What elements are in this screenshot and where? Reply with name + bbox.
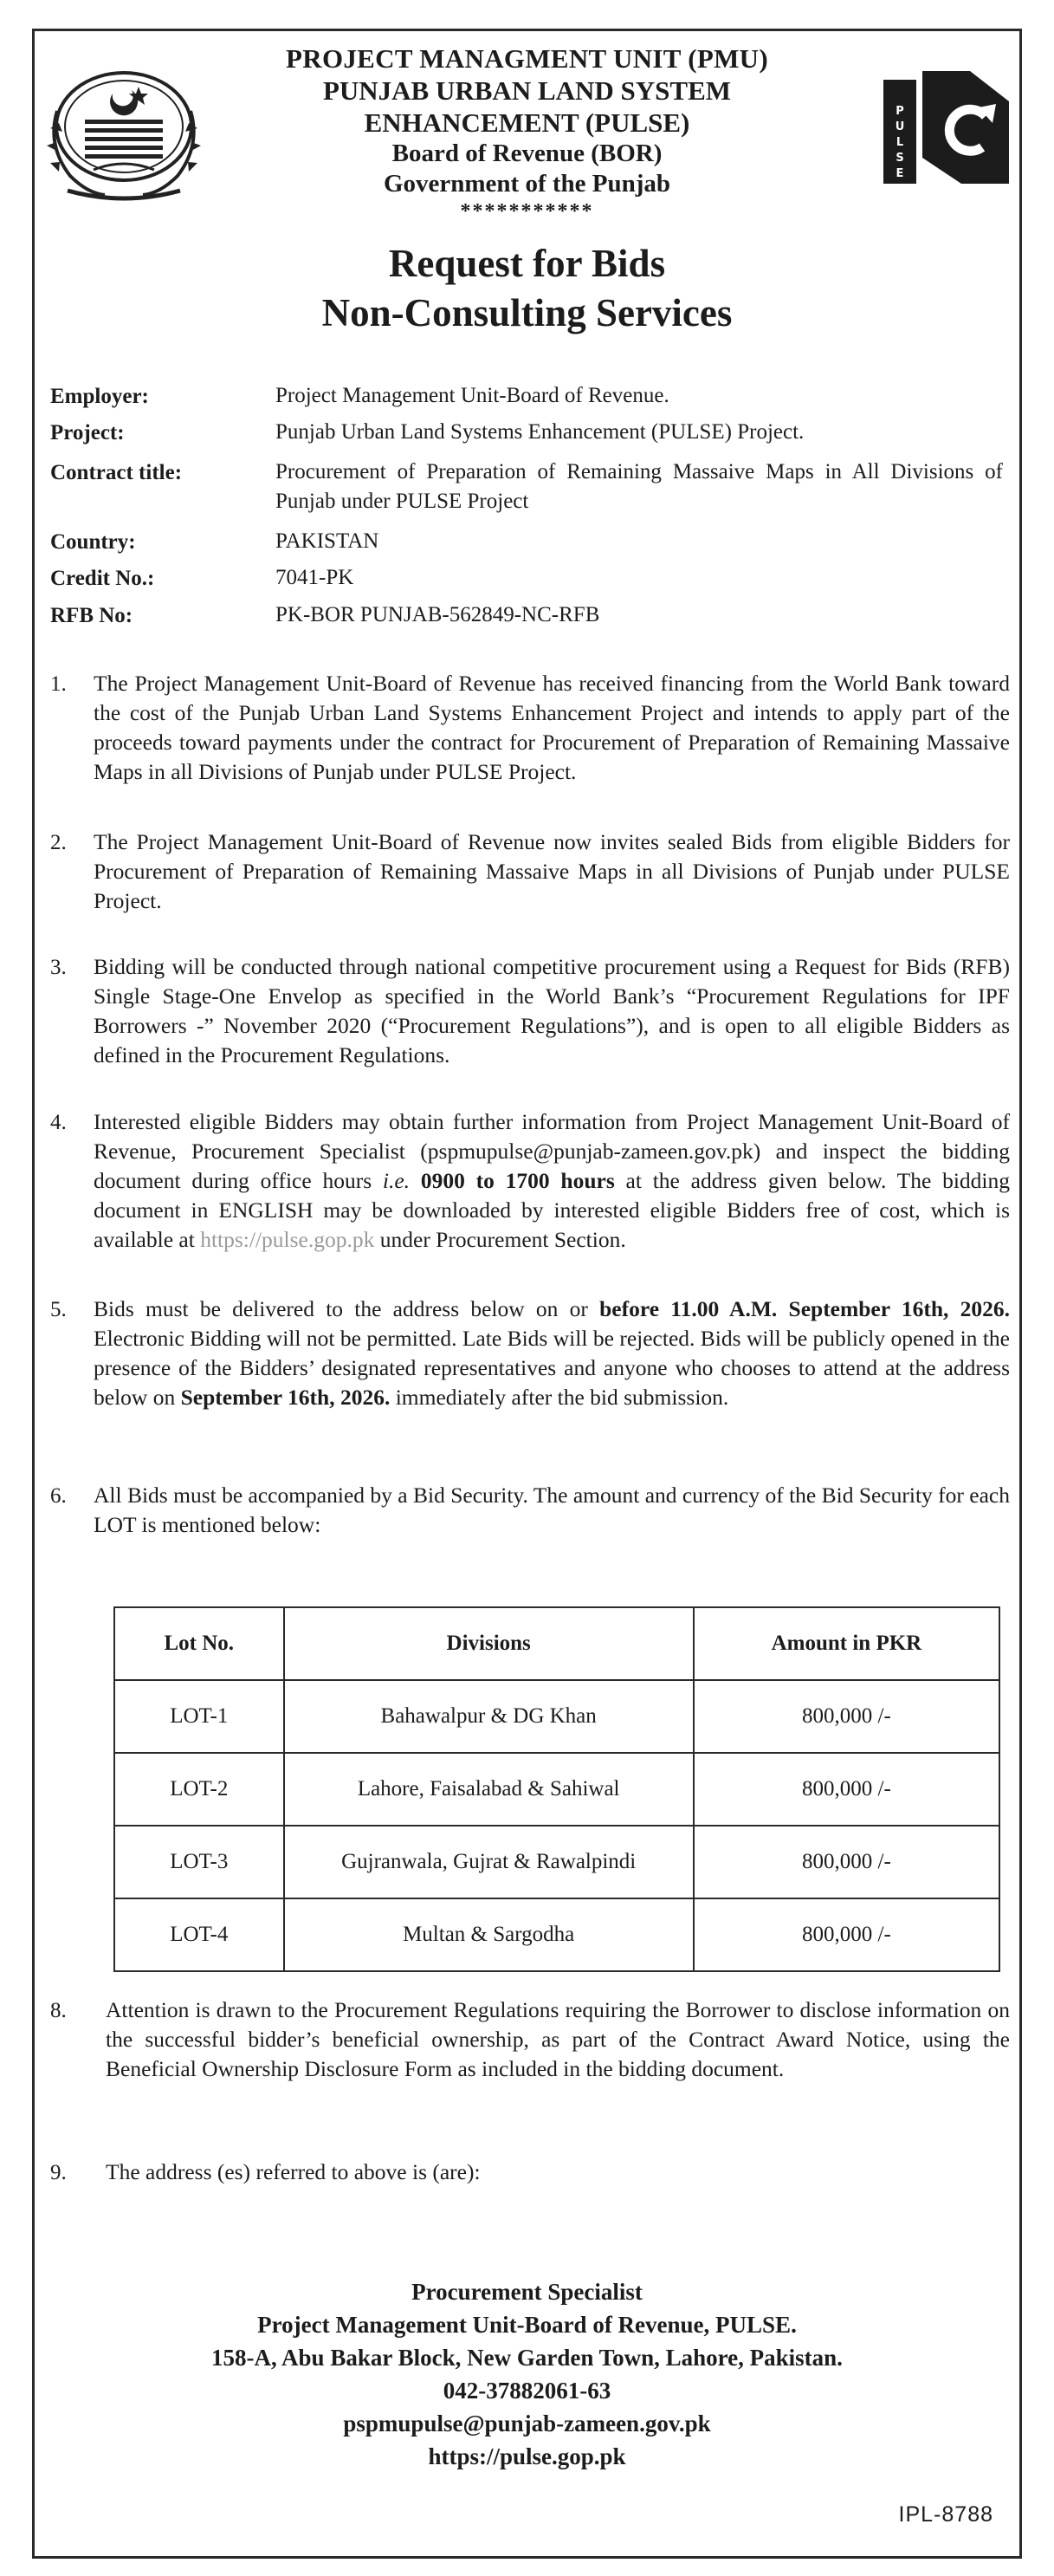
opening-date: September 16th, 2026.	[180, 1385, 391, 1410]
svg-text:U: U	[895, 120, 905, 133]
contact-email[interactable]: pspmupulse@punjab-zameen.gov.pk	[343, 2411, 711, 2436]
contact-website[interactable]: https://pulse.gop.pk	[428, 2443, 626, 2469]
para-4-text	[94, 1107, 1010, 1255]
para-5-text	[94, 1294, 1010, 1412]
contact-role: Procurement Specialist	[411, 2279, 643, 2305]
header-line-bor: Board of Revenue (BOR)	[391, 140, 663, 167]
table-header-row	[114, 1607, 999, 1680]
divisions-cell: Multan & Sargodha	[284, 1898, 694, 1971]
rfb-no-label: RFB No:	[50, 604, 133, 627]
para-4-part-c: under Procurement Section.	[374, 1227, 626, 1252]
submission-deadline: before 11.00 A.M. September 16th, 2026.	[599, 1296, 1010, 1321]
contact-phone: 042-37882061-63	[443, 2378, 611, 2404]
contact-org: Project Management Unit-Board of Revenue, PULSE.	[257, 2312, 797, 2338]
table-row	[114, 1826, 999, 1898]
para-6-number: 6.	[50, 1484, 67, 1508]
para-4-number: 4.	[50, 1111, 67, 1134]
para-8-number: 8.	[50, 1999, 67, 2022]
header-stars: ***********	[460, 200, 594, 223]
header-amount: Amount in PKR	[694, 1607, 999, 1680]
table-row	[114, 1898, 999, 1971]
lot-cell: LOT-4	[114, 1898, 284, 1971]
para-9-number: 9.	[50, 2161, 67, 2184]
svg-text:S: S	[896, 152, 904, 165]
lot-cell: LOT-1	[114, 1680, 284, 1753]
header-line-pmu: PROJECT MANAGMENT UNIT (PMU)	[286, 43, 768, 74]
amount-cell: 800,000 /-	[694, 1753, 999, 1826]
para-4-part-a: Interested eligible Bidders may obtain further information from Project Management Unit-Board of Revenue, Procurement Specialist (pspmupulse@punjab-zameen.gov.pk) and inspect the bidding document during office hours	[94, 1109, 1010, 1193]
para-6-text: All Bids must be accompanied by a Bid Security. The amount and currency of the Bid Security for each LOT is mentioned below:	[94, 1483, 1010, 1537]
para-3-number: 3.	[50, 956, 67, 979]
para-8-text: Attention is drawn to the Procurement Regulations requiring the Borrower to disclose information on the successful bidder’s beneficial ownership, as part of the Contract Award Notice, using the Beneficial Ownership Disclosure Form as included in the bidding document.	[106, 1997, 1010, 2081]
divisions-cell: Gujranwala, Gujrat & Rawalpindi	[284, 1826, 694, 1898]
para-5-part-a: Bids must be delivered to the address below on or	[94, 1296, 600, 1321]
para-9-text: The address (es) referred to above is (are):	[106, 2159, 481, 2184]
country-value: PAKISTAN	[275, 529, 379, 553]
para-2-number: 2.	[50, 831, 67, 854]
page-title: Request for Bids	[388, 242, 666, 285]
contract-title-value: Procurement of Preparation of Remaining Massaive Maps in All Divisions of Punjab under PULSE Project	[275, 460, 1003, 513]
office-hours: 0900 to 1700 hours	[420, 1168, 615, 1193]
lot-cell: LOT-3	[114, 1826, 284, 1898]
amount-cell: 800,000 /-	[694, 1898, 999, 1971]
ipl-reference: IPL-8788	[898, 2502, 993, 2527]
svg-text:L: L	[896, 136, 904, 149]
contract-title-label: Contract title:	[50, 461, 183, 484]
employer-label: Employer:	[50, 385, 149, 408]
rfb-no-value: PK-BOR PUNJAB-562849-NC-RFB	[275, 603, 600, 626]
svg-text:P: P	[896, 105, 904, 118]
employer-value: Project Management Unit-Board of Revenue.	[275, 384, 669, 407]
header-line-pulse-1: PUNJAB URBAN LAND SYSTEM	[322, 75, 732, 106]
para-5-part-c: immediately after the bid submission.	[390, 1385, 729, 1410]
download-link[interactable]: https://pulse.gop.pk	[200, 1227, 375, 1252]
para-1-number: 1.	[50, 672, 67, 696]
page-subtitle: Non-Consulting Services	[321, 291, 733, 334]
amount-cell: 800,000 /-	[694, 1680, 999, 1753]
para-4-part-b: at the address given below. The bidding document in ENGLISH may be downloaded by interested eligible Bidders free of cost, which is available at	[94, 1168, 1010, 1252]
credit-no-label: Credit No.:	[50, 567, 155, 590]
bid-security-table	[113, 1606, 1000, 1972]
contact-address: 158-A, Abu Bakar Block, New Garden Town, Lahore, Pakistan.	[211, 2345, 843, 2371]
lot-cell: LOT-2	[114, 1753, 284, 1826]
para-1-text: The Project Management Unit-Board of Revenue has received financing from the World Bank toward the cost of the Punjab Urban Land Systems Enhancement Project and intends to apply part of the proceeds toward payments under the contract for Procurement of Preparation of Remaining Massaive Maps in all Divisions of Punjab under PULSE Project.	[94, 671, 1010, 784]
para-4-ie: i.e.	[382, 1168, 411, 1193]
project-label: Project:	[50, 421, 125, 444]
amount-cell: 800,000 /-	[694, 1826, 999, 1898]
header-line-govt: Government of the Punjab	[383, 170, 671, 198]
project-value: Punjab Urban Land Systems Enhancement (PULSE) Project.	[275, 420, 805, 444]
para-2-text: The Project Management Unit-Board of Revenue now invites sealed Bids from eligible Bidders for Procurement of Preparation of Remaining Massaive Maps in all Divisions of Punjab under PULSE Project.	[94, 829, 1010, 913]
table-row	[114, 1680, 999, 1753]
para-5-number: 5.	[50, 1298, 67, 1321]
header-line-pulse-2: ENHANCEMENT (PULSE)	[364, 107, 690, 138]
header-divisions: Divisions	[284, 1607, 694, 1680]
credit-no-value: 7041-PK	[275, 566, 354, 589]
para-5-part-b: Electronic Bidding will not be permitted. Late Bids will be rejected. Bids will be publicly opened in the presence of the Bidders’ designated representatives and anyone who chooses to attend at the address below on	[94, 1326, 1010, 1410]
table-row	[114, 1753, 999, 1826]
divisions-cell: Lahore, Faisalabad & Sahiwal	[284, 1753, 694, 1826]
para-3-text: Bidding will be conducted through national competitive procurement using a Request for Bids (RFB) Single Stage-One Envelop as specified in the World Bank’s “Procurement Regulations for IPF Borrowers -” November 2020 (“Procurement Regulations”), and is open to all eligible Bidders as defined in the Procurement Regulations.	[94, 954, 1010, 1067]
header-lot-no: Lot No.	[114, 1607, 284, 1680]
divisions-cell: Bahawalpur & DG Khan	[284, 1680, 694, 1753]
svg-text:E: E	[896, 167, 904, 180]
country-label: Country:	[50, 530, 136, 554]
